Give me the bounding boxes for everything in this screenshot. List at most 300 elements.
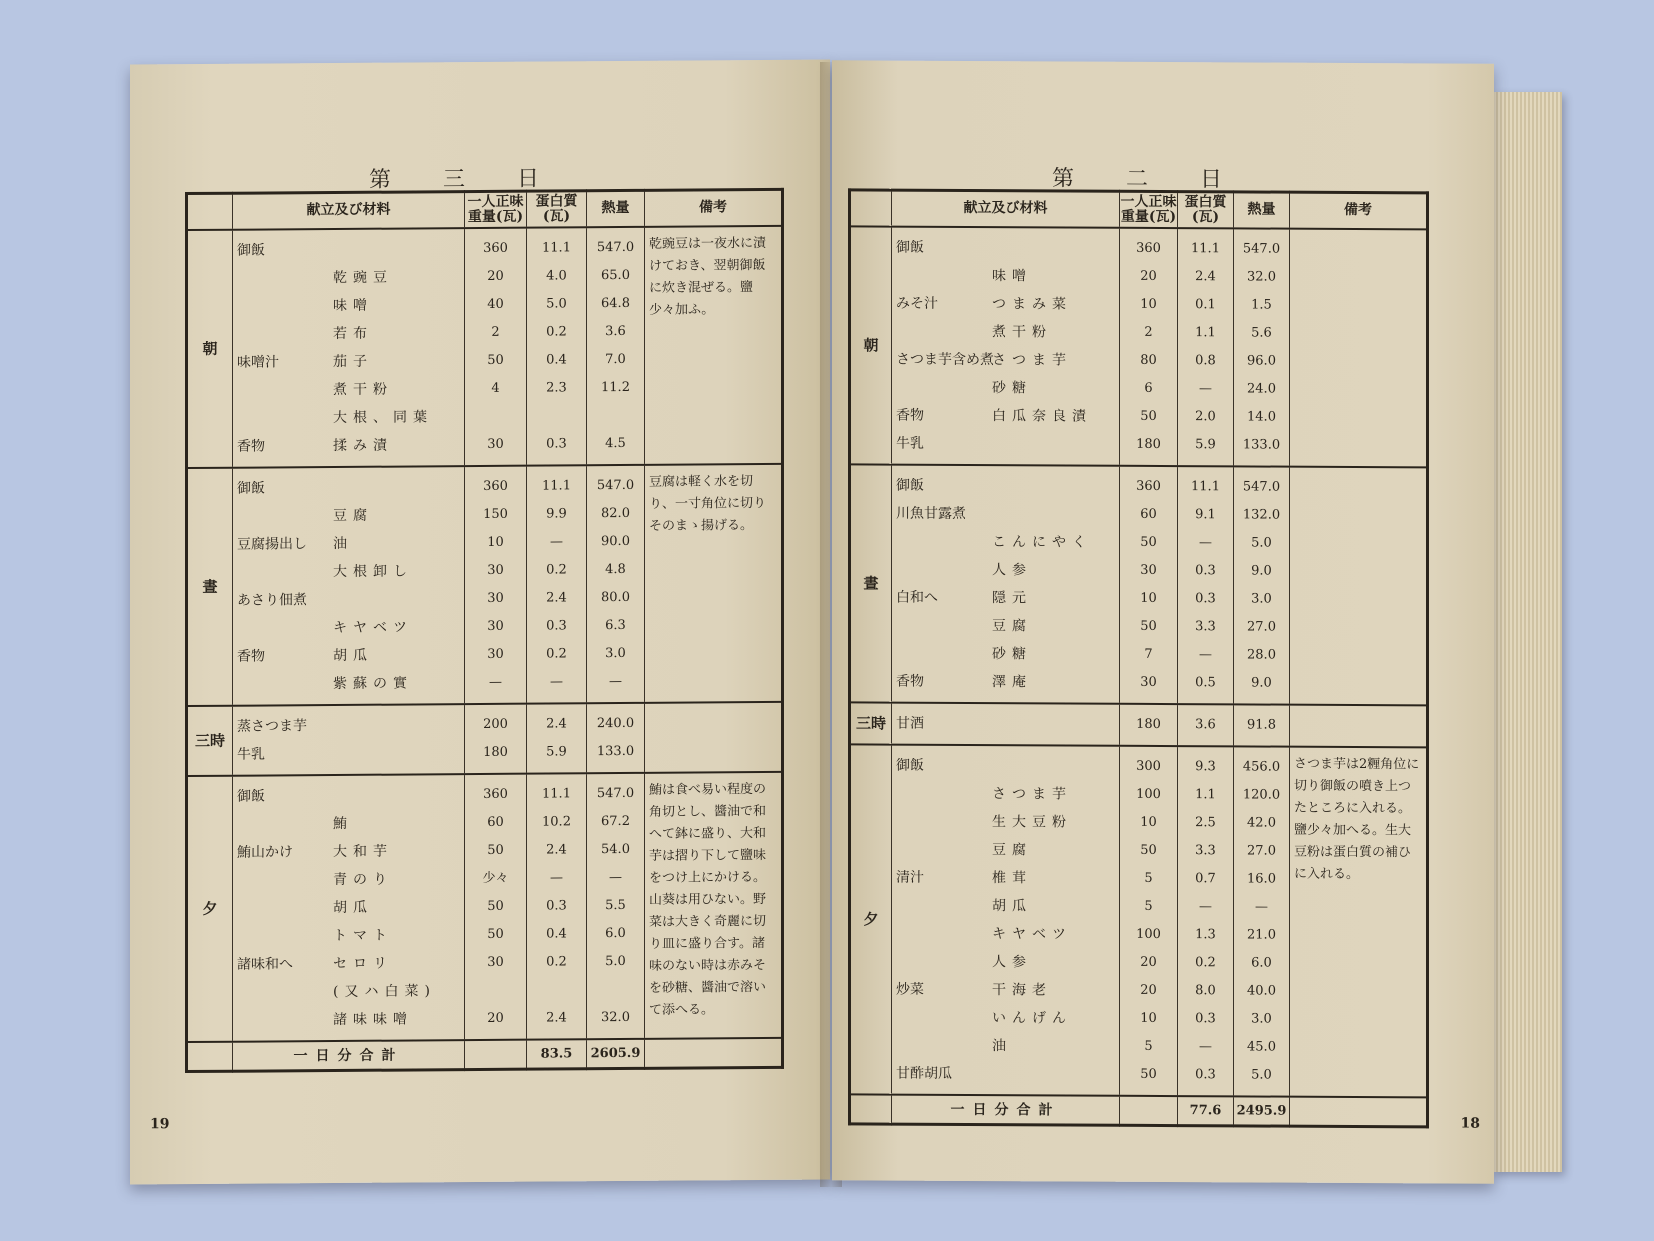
protein-column	[1178, 704, 1234, 746]
weight-value: 50	[487, 842, 504, 858]
ingredient-name: 味噌	[992, 267, 1032, 284]
menu-item	[896, 639, 1115, 668]
dish-name: 香物	[896, 673, 924, 690]
dish-name: 御飯	[896, 757, 924, 774]
ingredient-name: キヤベツ	[333, 618, 413, 636]
ingredient-name	[992, 728, 1110, 729]
calorie-value: 547.0	[1242, 240, 1281, 257]
menu-item	[237, 585, 460, 615]
calorie-value: 67.2	[601, 813, 630, 829]
weight-value: 100	[1136, 786, 1161, 802]
ingredient-name: 煮干粉	[992, 323, 1052, 340]
menu-item	[896, 471, 1115, 500]
menu-item	[896, 233, 1115, 262]
weight-value: 40	[487, 296, 504, 312]
menu-item	[237, 529, 460, 559]
weight-value: 30	[487, 954, 504, 970]
meal-col-header	[850, 190, 892, 226]
weight-value: 180	[483, 744, 508, 760]
calorie-column	[587, 772, 645, 1038]
dish-name	[237, 828, 325, 829]
protein-column	[527, 227, 587, 465]
menu-item	[896, 317, 1115, 346]
ingredient-name: 乾豌豆	[333, 269, 393, 286]
dish-name	[237, 996, 325, 997]
menu-item	[896, 499, 1115, 528]
menu-item	[237, 893, 460, 923]
page-edges	[1492, 92, 1562, 1172]
protein-value: 0.5	[1195, 674, 1216, 690]
calorie-value: —	[609, 673, 622, 689]
menu-item	[237, 1005, 460, 1035]
menu-header: 献立及び材料	[233, 192, 465, 230]
calorie-value: 27.0	[1247, 842, 1276, 859]
protein-value: 0.8	[1195, 352, 1216, 368]
calorie-column	[587, 226, 645, 464]
protein-value: 1.3	[1195, 926, 1216, 942]
ingredient-name: 大根、同葉	[333, 408, 433, 426]
weight-value: 5	[1144, 898, 1153, 914]
protein-value: 0.2	[546, 323, 567, 340]
weight-value: 50	[487, 898, 504, 914]
menu-item	[237, 739, 460, 769]
protein-header: 蛋白質 (瓦)	[1178, 192, 1234, 228]
ingredient-name	[992, 518, 1110, 519]
calorie-value: 132.0	[1242, 506, 1281, 523]
remarks	[645, 701, 783, 772]
day-title: 第三日	[368, 166, 591, 193]
ingredient-name	[333, 603, 451, 604]
weight-value: 60	[1140, 506, 1157, 522]
calorie-value: 9.0	[1251, 562, 1272, 579]
protein-value: 11.1	[542, 239, 571, 256]
total-calories: 2605.9	[587, 1038, 645, 1068]
calorie-value: 40.0	[1247, 982, 1276, 999]
dish-name: 牛乳	[896, 435, 924, 452]
calorie-value: 91.8	[1247, 716, 1276, 733]
calorie-value: 5.0	[605, 953, 626, 969]
weight-header: 一人正味 重量(瓦)	[1120, 191, 1178, 227]
calorie-column	[1234, 704, 1290, 746]
calorie-value: 7.0	[605, 351, 626, 367]
weight-value: 50	[1140, 534, 1157, 550]
weight-value: —	[489, 674, 502, 690]
weight-value: 20	[1140, 982, 1157, 998]
calorie-value: 547.0	[596, 785, 635, 801]
ingredient-name	[992, 252, 1110, 253]
weight-value: 5	[1144, 870, 1153, 886]
weight-header: 一人正味 重量(瓦)	[465, 191, 527, 227]
weight-value: 10	[1140, 1010, 1157, 1026]
ingredient-name	[992, 490, 1110, 491]
meal-section	[187, 463, 783, 705]
dish-name	[237, 912, 325, 913]
calorie-value: 6.0	[605, 925, 626, 941]
dish-name	[237, 884, 325, 885]
ingredient-name: 胡瓜	[333, 899, 373, 916]
weight-value: 20	[1140, 954, 1157, 970]
weight-value: 50	[1140, 408, 1157, 424]
protein-value: 11.1	[1191, 478, 1220, 494]
menu-item	[896, 261, 1115, 290]
calorie-value: 4.8	[605, 561, 626, 577]
ingredient-name: いんげん	[992, 1009, 1072, 1027]
calorie-value: 96.0	[1247, 352, 1276, 369]
weight-value: 30	[487, 590, 504, 606]
menu-item	[237, 235, 460, 265]
protein-value: 0.3	[1195, 1066, 1216, 1082]
menu-item	[896, 1059, 1115, 1088]
protein-value: —	[1199, 380, 1212, 396]
dish-name	[237, 394, 325, 395]
weight-column	[465, 773, 527, 1039]
dish-name: 香物	[896, 407, 924, 424]
calorie-value: 24.0	[1247, 380, 1276, 397]
open-book	[130, 62, 1570, 1187]
weight-value: 50	[1140, 842, 1157, 858]
menu-item	[237, 291, 460, 321]
protein-value: 11.1	[1191, 240, 1220, 256]
remarks	[1290, 466, 1428, 705]
dish-name	[237, 338, 325, 339]
calorie-value: 3.0	[605, 645, 626, 661]
ingredient-name	[992, 448, 1110, 449]
ingredient-name: 紫蘇の實	[333, 674, 413, 692]
menu-item	[896, 919, 1115, 948]
menu-item	[237, 347, 460, 377]
ingredient-name: 隠元	[992, 589, 1032, 606]
dish-name	[237, 422, 325, 423]
menu-items	[892, 464, 1120, 703]
meal-label: 夕	[187, 775, 233, 1041]
dish-name	[237, 310, 325, 311]
calorie-value: 21.0	[1247, 926, 1276, 943]
dish-name: 御飯	[896, 239, 924, 256]
protein-value: —	[1199, 534, 1212, 550]
protein-value: —	[1199, 646, 1212, 662]
menu-item	[237, 921, 460, 951]
protein-value: 2.4	[546, 715, 567, 732]
ingredient-name	[333, 253, 451, 254]
ingredient-name: 干海老	[992, 981, 1052, 998]
protein-value	[531, 402, 582, 430]
menu-item	[896, 807, 1115, 836]
dish-name: 香物	[237, 438, 265, 455]
weight-value: 80	[1140, 352, 1157, 368]
menu-item	[896, 373, 1115, 402]
protein-value: 0.3	[546, 897, 567, 914]
calorie-value: 32.0	[1247, 268, 1276, 285]
total-protein: 77.6	[1178, 1096, 1234, 1126]
ingredient-name: 茄子	[333, 353, 373, 370]
meal-section	[850, 702, 1428, 747]
calorie-column	[587, 702, 645, 772]
menu-item	[896, 429, 1115, 458]
protein-value	[531, 976, 582, 1004]
protein-value: 11.1	[542, 477, 571, 494]
weight-value: 360	[1136, 240, 1161, 256]
calorie-column	[1234, 466, 1290, 704]
weight-value: 300	[1136, 758, 1161, 774]
weight-value: 60	[487, 814, 504, 830]
calorie-column	[1234, 746, 1290, 1096]
remarks: さつま芋は2糎角位に切り御飯の噴き上つたところに入れる。鹽少々加へる。生大豆粉は蛋白質の補ひに入れる。	[1290, 746, 1428, 1097]
calorie-value: 32.0	[601, 1009, 630, 1025]
weight-value: 100	[1136, 926, 1161, 942]
protein-value: 9.1	[1195, 506, 1216, 522]
protein-value: 0.2	[546, 645, 567, 662]
calorie-value: 240.0	[596, 715, 635, 731]
menu-items	[233, 228, 465, 468]
weight-value: 150	[483, 506, 508, 522]
menu-item	[237, 403, 460, 433]
protein-value: 9.3	[1195, 758, 1216, 774]
ingredient-name: 油	[992, 1037, 1012, 1054]
dish-name: 御飯	[237, 480, 265, 497]
ingredient-name: 鮪	[333, 815, 353, 832]
calorie-value: 27.0	[1247, 618, 1276, 635]
calorie-value: 547.0	[596, 477, 635, 493]
menu-item	[237, 375, 460, 405]
ingredient-name	[333, 491, 451, 492]
remarks: 乾豌豆は一夜水に漬けておき、翌朝御飯に炊き混ぜる。鹽少々加ふ。	[645, 225, 783, 464]
menu-item	[896, 527, 1115, 556]
calorie-value	[591, 401, 640, 429]
menu-item	[237, 431, 460, 461]
protein-value: 5.9	[546, 743, 567, 760]
dish-name: 御飯	[237, 788, 265, 805]
protein-value: 0.3	[546, 617, 567, 634]
calorie-value	[591, 975, 640, 1003]
meal-label: 夕	[850, 744, 892, 1094]
daily-total-row	[187, 1037, 783, 1071]
meal-label: 三時	[850, 702, 892, 744]
total-label: 一日分合計	[233, 1040, 465, 1072]
dish-name: 牛乳	[237, 746, 265, 763]
protein-column	[1178, 228, 1234, 466]
protein-value: 0.4	[546, 351, 567, 368]
calorie-value: 65.0	[601, 267, 630, 283]
calorie-value: 82.0	[601, 505, 630, 521]
protein-value: 0.2	[546, 953, 567, 970]
protein-value: 0.4	[546, 925, 567, 942]
weight-value: 30	[487, 436, 504, 452]
calorie-value: 133.0	[596, 743, 635, 759]
protein-value: —	[550, 869, 563, 886]
dish-name	[237, 632, 325, 633]
weight-value: 10	[1140, 590, 1157, 606]
menu-item	[237, 809, 460, 839]
weight-value: 180	[1136, 436, 1161, 452]
ingredient-name: 人参	[992, 953, 1032, 970]
dish-name: あさり佃煮	[237, 591, 307, 609]
ingredient-name: 豆腐	[333, 507, 373, 524]
ingredient-name: 味噌	[333, 297, 373, 314]
weight-value: 30	[487, 646, 504, 662]
dish-name	[237, 688, 325, 689]
meal-label: 朝	[187, 229, 233, 467]
meal-section	[187, 225, 783, 467]
dish-name: 白和へ	[896, 589, 938, 606]
weight-value	[469, 976, 522, 1004]
remarks-header: 備考	[1290, 192, 1428, 229]
protein-value: 3.3	[1195, 842, 1216, 858]
weight-value	[469, 402, 522, 430]
calorie-value: 3.0	[1251, 590, 1272, 607]
protein-value: 0.3	[1195, 1010, 1216, 1026]
ingredient-name: つまみ菜	[992, 295, 1072, 313]
calorie-value: 1.5	[1251, 296, 1272, 313]
protein-value: —	[550, 533, 563, 550]
menu-item	[237, 557, 460, 587]
ingredient-name: 煮干粉	[333, 381, 393, 398]
ingredient-name: 揉み漬	[333, 437, 393, 454]
dish-name: 御飯	[896, 477, 924, 494]
protein-value: 5.0	[546, 295, 567, 312]
menu-item	[237, 319, 460, 349]
protein-column	[1178, 746, 1234, 1096]
dish-name: 川魚甘露煮	[896, 505, 966, 522]
protein-value: 11.1	[542, 785, 571, 802]
dish-name: 豆腐揚出し	[237, 535, 307, 553]
weight-value: 6	[1144, 380, 1153, 396]
ingredient-name: 諸味味噌	[333, 1010, 413, 1028]
calorie-value: 16.0	[1247, 870, 1276, 887]
meal-label: 晝	[850, 464, 892, 702]
calorie-value: 120.0	[1242, 786, 1281, 803]
weight-value: 50	[487, 352, 504, 368]
ingredient-name	[992, 1078, 1110, 1079]
menu-item	[896, 555, 1115, 584]
menu-item	[237, 473, 460, 503]
ingredient-name: さつま芋	[992, 785, 1072, 803]
dish-name: みそ汁	[896, 295, 938, 312]
weight-value: 10	[1140, 296, 1157, 312]
menu-item	[896, 891, 1115, 920]
ingredient-name: トマト	[333, 927, 393, 944]
calorie-value: 6.3	[605, 617, 626, 633]
protein-value: 0.2	[1195, 954, 1216, 970]
protein-value: 3.3	[1195, 618, 1216, 634]
ingredient-name: 豆腐	[992, 617, 1032, 634]
calorie-value: 6.0	[1251, 954, 1272, 971]
weight-value: 180	[1136, 716, 1161, 732]
weight-value: 50	[1140, 618, 1157, 634]
ingredient-name: 澤庵	[992, 673, 1032, 690]
weight-column	[1120, 227, 1178, 465]
page-number: 18	[1460, 1115, 1480, 1132]
protein-value: 10.2	[542, 813, 571, 830]
menu-header: 献立及び材料	[892, 190, 1120, 227]
protein-column	[527, 773, 587, 1039]
ingredient-name: 胡瓜	[333, 647, 373, 664]
calorie-value: 80.0	[601, 589, 630, 605]
weight-value: 360	[483, 240, 508, 256]
weight-value: 30	[1140, 674, 1157, 690]
ingredient-name: さつま芋	[992, 351, 1072, 369]
menu-table	[185, 188, 784, 1073]
protein-value: 1.1	[1195, 786, 1216, 802]
ingredient-name: 大和芋	[333, 843, 393, 860]
weight-value: 2	[491, 324, 500, 340]
dish-name	[237, 940, 325, 941]
dish-name: 清汁	[896, 869, 924, 886]
weight-value: 30	[1140, 562, 1157, 578]
ingredient-name: 生大豆粉	[992, 813, 1072, 831]
dish-name: さつま芋含め煮	[896, 351, 994, 368]
protein-value: 2.3	[546, 379, 567, 396]
ingredient-name: (又ハ白菜)	[333, 982, 436, 1000]
remarks: 豆腐は軽く水を切り、一寸角位に切りそのまゝ揚げる。	[645, 463, 783, 702]
calorie-value: 5.6	[1251, 324, 1272, 341]
calorie-value: 456.0	[1242, 758, 1281, 775]
page-number: 19	[150, 1116, 170, 1133]
weight-column	[1120, 465, 1178, 703]
weight-value: 50	[1140, 1066, 1157, 1082]
protein-value: 0.3	[1195, 590, 1216, 606]
weight-column	[465, 227, 527, 465]
ingredient-name: 油	[333, 535, 353, 552]
calorie-value: 547.0	[1242, 478, 1281, 495]
menu-item	[896, 1003, 1115, 1032]
protein-value: 8.0	[1195, 982, 1216, 998]
protein-value: 2.0	[1195, 408, 1216, 424]
calorie-value: —	[1255, 898, 1268, 915]
menu-item	[896, 835, 1115, 864]
menu-items	[892, 744, 1120, 1095]
weight-value: 360	[1136, 478, 1161, 494]
ingredient-name	[333, 729, 451, 730]
weight-value: 5	[1144, 1038, 1153, 1054]
protein-value: 1.1	[1195, 324, 1216, 340]
protein-column	[527, 703, 587, 773]
ingredient-name	[333, 799, 451, 800]
calorie-header: 熱量	[587, 190, 645, 226]
menu-item	[896, 1031, 1115, 1060]
menu-item	[237, 263, 460, 293]
calorie-value: 547.0	[596, 239, 635, 255]
protein-value: —	[1199, 1038, 1212, 1054]
day-title: 第二日	[1051, 166, 1274, 193]
meal-col-header	[187, 193, 233, 229]
weight-value: 4	[491, 380, 500, 396]
ingredient-name: 大根卸し	[333, 562, 413, 580]
protein-value: 0.3	[1195, 562, 1216, 578]
left-page	[130, 60, 830, 1185]
meal-label: 朝	[850, 226, 892, 464]
calorie-value: 4.5	[605, 435, 626, 451]
ingredient-name: セロリ	[333, 955, 393, 972]
menu-items	[233, 466, 465, 706]
calorie-column	[1234, 228, 1290, 466]
protein-value: 0.7	[1195, 870, 1216, 886]
weight-column	[465, 465, 527, 703]
weight-value: 7	[1144, 646, 1153, 662]
weight-value: 360	[483, 786, 508, 802]
ingredient-name	[333, 757, 451, 758]
menu-item	[896, 611, 1115, 640]
menu-item	[237, 977, 460, 1007]
ingredient-name: 砂糖	[992, 645, 1032, 662]
protein-value: 2.4	[546, 1009, 567, 1026]
calorie-value: 54.0	[601, 841, 630, 857]
meal-section	[187, 701, 783, 775]
weight-value: 360	[483, 478, 508, 494]
calorie-value: 14.0	[1247, 408, 1276, 425]
remarks: 鮪は食べ易い程度の角切とし、醬油で和へて鉢に盛り、大和芋は摺り下して鹽味をつけ上にかける。山葵は用ひない。野菜は大きく奇麗に切り皿に盛り合す。諸味のない時は赤みそを砂糖、醬油で溶いて添へる。	[645, 771, 783, 1038]
menu-item	[896, 709, 1115, 738]
menu-item	[896, 401, 1115, 430]
